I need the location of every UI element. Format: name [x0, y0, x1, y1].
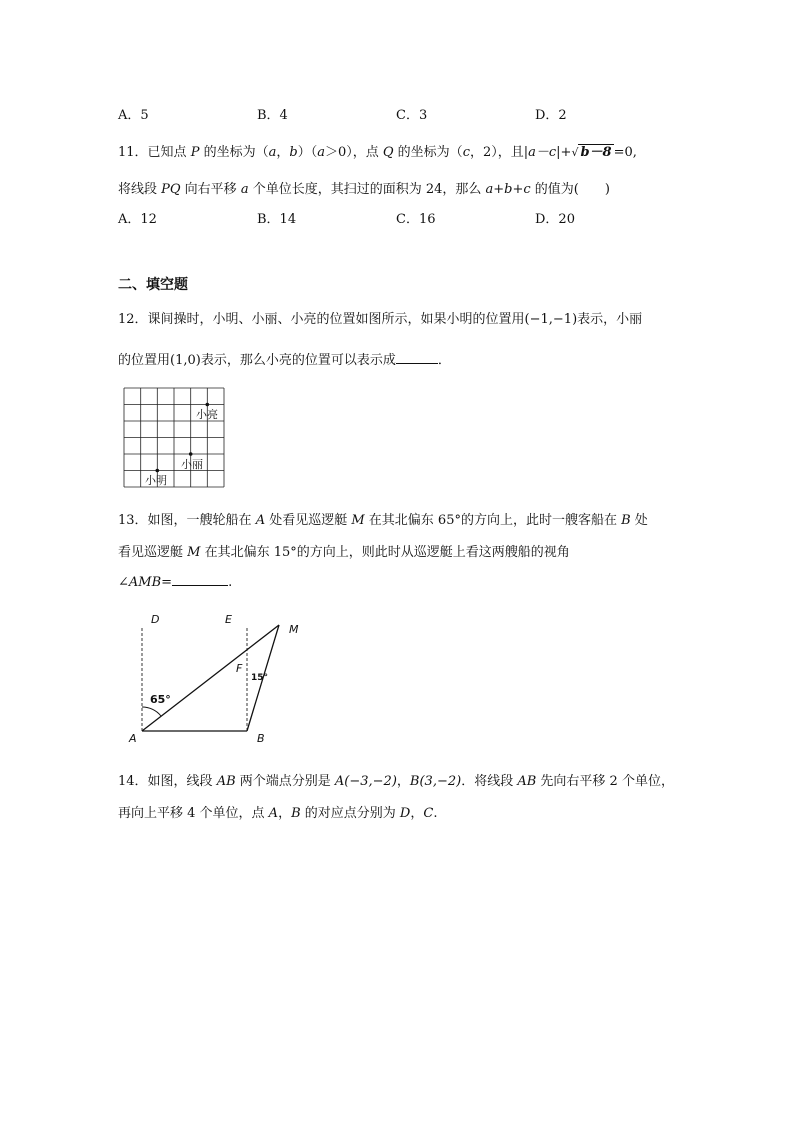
q13-text: 看见巡逻艇	[118, 545, 188, 560]
q11-number: 11．	[118, 145, 148, 160]
q11-var: Q	[382, 145, 394, 160]
q11-option-a: A．12	[118, 212, 157, 227]
q13-text: =	[161, 575, 173, 590]
q13-line-3	[118, 573, 232, 590]
q11-text: ＞0），点	[324, 145, 383, 160]
label-b: B	[257, 732, 265, 745]
q11-text: 的坐标为（	[199, 145, 269, 160]
section-heading: 二、填空题	[118, 277, 188, 293]
q13-line-1	[118, 509, 648, 528]
q14-point-a: A(−3,−2)	[334, 774, 397, 789]
label-e: E	[225, 613, 232, 626]
q11-line-2	[118, 178, 610, 197]
q12-coordinate: (−1,−1)	[524, 312, 578, 327]
q11-line-1: 11．已知点 P 的坐标为（a，b）（a＞0），点 Q 的坐标为（c，2），且|a－c|+√ b－8 =0,	[118, 145, 637, 160]
xiaoli-point	[189, 452, 193, 456]
q11-var: c	[462, 145, 470, 160]
q11-var: a+b+c	[485, 182, 531, 197]
q14-var: C	[423, 806, 434, 821]
q13-text: 13．如图，一艘轮船在	[118, 513, 256, 528]
q13-text: 在其北偏东 65°的方向上，此时一艘客船在	[364, 513, 622, 528]
q14-text: ．将线段	[461, 774, 518, 789]
angle-label-15: 15°	[251, 673, 269, 683]
q12-answer-blank	[396, 351, 438, 364]
q13-var: B	[621, 513, 631, 528]
angle-arc-65	[142, 707, 161, 716]
q12-text: ．	[437, 353, 451, 368]
q12-grid-figure	[122, 387, 228, 490]
q11-text: 的坐标为（	[393, 145, 463, 160]
q14-text: ，	[410, 806, 424, 821]
q14-var: B	[291, 806, 301, 821]
q13-line-2	[118, 541, 570, 560]
label-f: F	[236, 662, 243, 675]
q11-text: |+	[556, 145, 572, 160]
q11-text: 的值为( )	[530, 182, 610, 197]
q11-text: =0,	[613, 145, 637, 160]
xiaoliang-label: 小亮	[196, 408, 218, 421]
q14-text: ，	[396, 774, 410, 789]
q13-var: M	[187, 545, 201, 560]
q11-text: ，	[276, 145, 290, 160]
q12-coordinate: (1,0)	[170, 353, 201, 368]
q11-var: P	[190, 145, 200, 160]
q13-text: 处	[630, 513, 648, 528]
q13-figure	[125, 608, 310, 748]
q13-text: ∠	[118, 575, 129, 590]
q14-text: 再向上平移 4 个单位，点	[118, 806, 269, 821]
q13-text: 在其北偏东 15°的方向上，则此时从巡逻艇上看这两艘船的视角	[200, 545, 570, 560]
q13-var: M	[351, 513, 365, 528]
q12-line-1	[118, 308, 642, 327]
q12-text: 的位置用	[118, 353, 171, 368]
q13-text: 处看见巡逻艇	[265, 513, 352, 528]
xiaoming-label: 小明	[145, 474, 167, 487]
q14-var: AB	[216, 774, 236, 789]
q11-var: a	[317, 145, 325, 160]
q14-text: 两个端点分别是	[235, 774, 335, 789]
q12-line-2	[118, 349, 451, 368]
q11-option-d: D．20	[535, 212, 575, 227]
q14-text: 14．如图，线段	[118, 774, 217, 789]
q13-var: A	[255, 513, 266, 528]
q11-var: b	[289, 145, 298, 160]
xiaoming-point	[156, 469, 160, 473]
q10-option-a: A．5	[118, 108, 149, 123]
q12-text: 表示，那么小亮的位置可以表示成	[200, 353, 396, 368]
q14-point-b: B(3,−2)	[409, 774, 462, 789]
q11-sqrt-expression: b－8	[580, 145, 612, 160]
q11-text: 已知点	[147, 145, 191, 160]
q14-var: A	[268, 806, 279, 821]
q11-abs-expression: a－c	[528, 145, 557, 160]
q13-answer-blank	[172, 573, 228, 586]
grid-lines	[124, 388, 224, 487]
q10-option-b: B．4	[257, 108, 288, 123]
q11-text: 个单位长度，其扫过的面积为 24，那么	[248, 182, 486, 197]
q11-var: a	[268, 145, 277, 160]
q11-text: ）（	[297, 145, 318, 160]
angle-label-65: 65°	[150, 693, 171, 706]
xiaoliang-point	[206, 403, 210, 407]
q10-option-d: D．2	[535, 108, 567, 123]
q11-text: 将线段	[118, 182, 162, 197]
q11-text: 向右平移	[180, 182, 241, 197]
q14-line-2	[118, 802, 437, 821]
label-d: D	[151, 613, 160, 626]
q14-line-1	[118, 770, 674, 789]
q13-text: .	[228, 575, 233, 590]
q14-var: D	[399, 806, 411, 821]
q14-var: AB	[517, 774, 537, 789]
q14-text: 的对应点分别为	[300, 806, 400, 821]
q14-text: 先向右平移 2 个单位，	[536, 774, 674, 789]
q11-text: ，2），且|	[469, 145, 529, 160]
label-m: M	[289, 623, 299, 636]
q11-var: a	[240, 182, 249, 197]
q14-text: ，	[278, 806, 292, 821]
q11-var: PQ	[161, 182, 181, 197]
q12-text: 12．课间操时，小明、小丽、小亮的位置如图所示，如果小明的位置用	[118, 312, 525, 327]
q13-var: AMB	[128, 575, 162, 590]
q10-option-c: C．3	[396, 108, 428, 123]
q14-text: .	[433, 806, 438, 821]
q11-option-b: B．14	[257, 212, 297, 227]
q11-option-c: C．16	[396, 212, 436, 227]
xiaoli-label: 小丽	[181, 458, 203, 471]
label-a: A	[129, 732, 137, 745]
q12-text: 表示，小丽	[577, 312, 643, 327]
